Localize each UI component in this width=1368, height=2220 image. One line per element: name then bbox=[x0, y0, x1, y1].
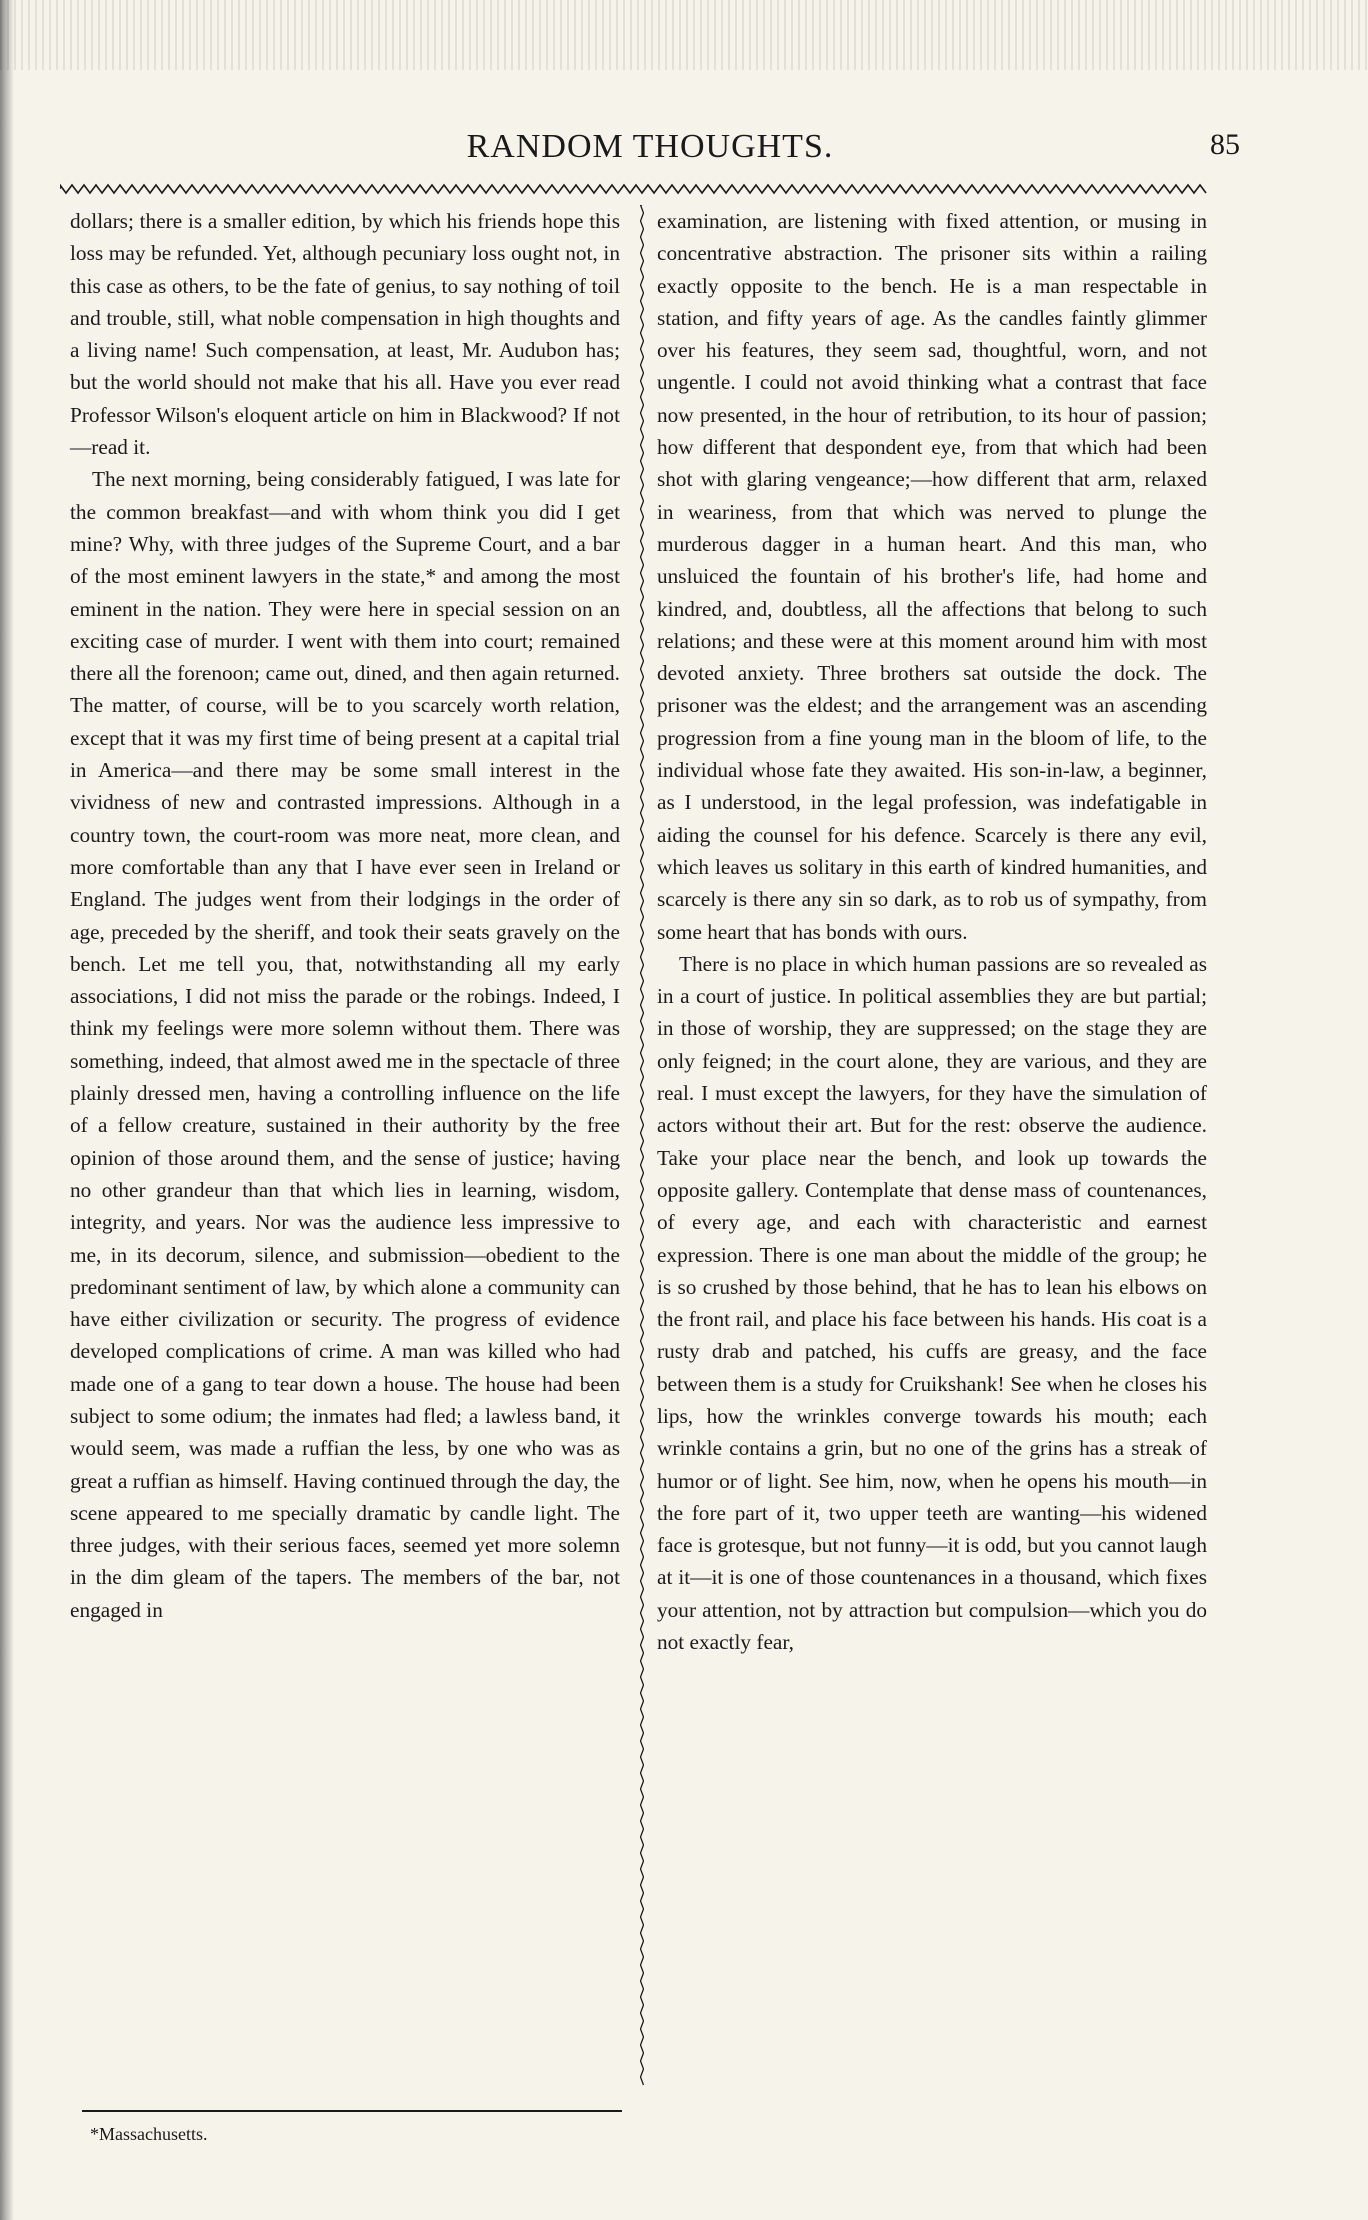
page-number: 85 bbox=[1210, 128, 1240, 161]
right-column bbox=[657, 205, 1207, 1658]
page-header bbox=[60, 128, 1240, 178]
footnote: *Massachusetts. bbox=[90, 2124, 208, 2144]
scan-noise-top bbox=[0, 0, 1368, 70]
left-column bbox=[70, 205, 620, 1626]
paragraph: The next morning, being considerably fatigued, I was late for the common breakfast—and with whom think you did I get mine? Why, with three judges of the Supreme Court, and a bar of the most eminent lawyers in the state,* and among the most eminent in the nation. They were here in special session on an exciting case of murder. I went with them into court; remained there all the forenoon; came out, dined, and then again returned. The matter, of course, will be to you scarcely worth relation, except that it was my first time of being present at a capital trial in America—and there may be some small interest in the vividness of new and contrasted impressions. Although in a country town, the court-room was more neat, more clean, and more comfortable than any that I have ever seen in Ireland or England. The judges went from their lodgings in the order of age, preceded by the sheriff, and took their seats gravely on the bench. Let me tell you, that, notwithstanding all my early associations, I did not miss the parade or the robings. Indeed, I think my feelings were more solemn without them. There was something, indeed, that almost awed me in the spectacle of three plainly dressed men, having a controlling influence on the life of a fellow creature, sustained in their authority by the free opinion of those around them, and the sense of justice; having no other grandeur than that which lies in learning, wisdom, integrity, and years. Nor was the audience less impressive to me, in its decorum, silence, and submission—obedient to the predominant sentiment of law, by which alone a community can have either civilization or security. The progress of evidence developed complications of crime. A man was killed who had made one of a gang to tear down a house. The house had been subject to some odium; the inmates had fled; a lawless band, it would seem, was made a ruffian the less, by one who was as great a ruffian as himself. Having continued through the day, the scene appeared to me specially dramatic by candle light. The three judges, with their serious faces, seemed yet more solemn in the dim gleam of the tapers. The members of the bar, not engaged in bbox=[70, 467, 620, 1622]
running-head: RANDOM THOUGHTS. bbox=[466, 128, 834, 165]
column-divider bbox=[640, 205, 644, 2090]
paragraph: examination, are listening with fixed attention, or musing in concentrative abstraction. The prisoner sits within a railing exactly opposite to the bench. He is a man respectable in station, and fifty years of age. As the candles faintly glimmer over his features, they seem sad, thoughtful, worn, and not ungentle. I could not avoid thinking what a contrast that face now presented, in the hour of retribution, to its hour of passion; how different that despondent eye, from that which had been shot with glaring vengeance;—how different that arm, relaxed in weariness, from that which was nerved to plunge the murderous dagger in a human heart. And this man, who unsluiced the fountain of his brother's life, had home and kindred, and, doubtless, all the affections that belong to such relations; and these were at this moment around him with most devoted anxiety. Three brothers sat outside the dock. The prisoner was the eldest; and the arrangement was an ascending progression from a fine young man in the bloom of life, to the individual whose fate they awaited. His son-in-law, a beginner, as I understood, in the legal profession, was indefatigable in aiding the counsel for his defence. Scarcely is there any evil, which leaves us solitary in this earth of kindred humanities, and scarcely is there any sin so dark, as to rob us of sympathy, from some heart that has bonds with ours. bbox=[657, 209, 1207, 944]
paragraph: There is no place in which human passions are so revealed as in a court of justice. In political assemblies they are but partial; in those of worship, they are suppressed; on the stage they are only feigned; in the court alone, they are various, and they are real. I must except the lawyers, for they have the simulation of actors without their art. But for the rest: observe the audience. Take your place near the bench, and look up towards the opposite gallery. Contemplate that dense mass of countenances, of every age, and each with characteristic and earnest expression. There is one man about the middle of the group; he is so crushed by those behind, that he has to lean his elbows on the front rail, and place his face between his hands. His coat is a rusty drab and patched, his cuffs are greasy, and the face between them is a study for Cruikshank! See when he closes his lips, how the wrinkles converge towards his mouth; each wrinkle contains a grin, but no one of the grins has a streak of humor or of light. See him, now, when he opens his mouth—in the fore part of it, two upper teeth are wanting—his widened face is grotesque, but not funny—it is odd, but you cannot laugh at it—it is one of those countenances in a thousand, which fixes your attention, not by attraction but compulsion—which you do not exactly fear, bbox=[657, 951, 1207, 1655]
paragraph: dollars; there is a smaller edition, by which his friends hope this loss may be refunded. Yet, although pecuniary loss ought not, in this case as others, to be the fate of genius, to say nothing of toil and trouble, still, what noble compensation in high thoughts and a living name! Such compensation, at least, Mr. Audubon has; but the world should not make that his all. Have you ever read Professor Wilson's eloquent article on him in Blackwood? If not—read it. bbox=[70, 209, 620, 460]
footnote-rule bbox=[82, 2110, 622, 2112]
header-wavy-rule bbox=[60, 182, 1210, 196]
scan-edge-shadow bbox=[0, 0, 14, 2220]
